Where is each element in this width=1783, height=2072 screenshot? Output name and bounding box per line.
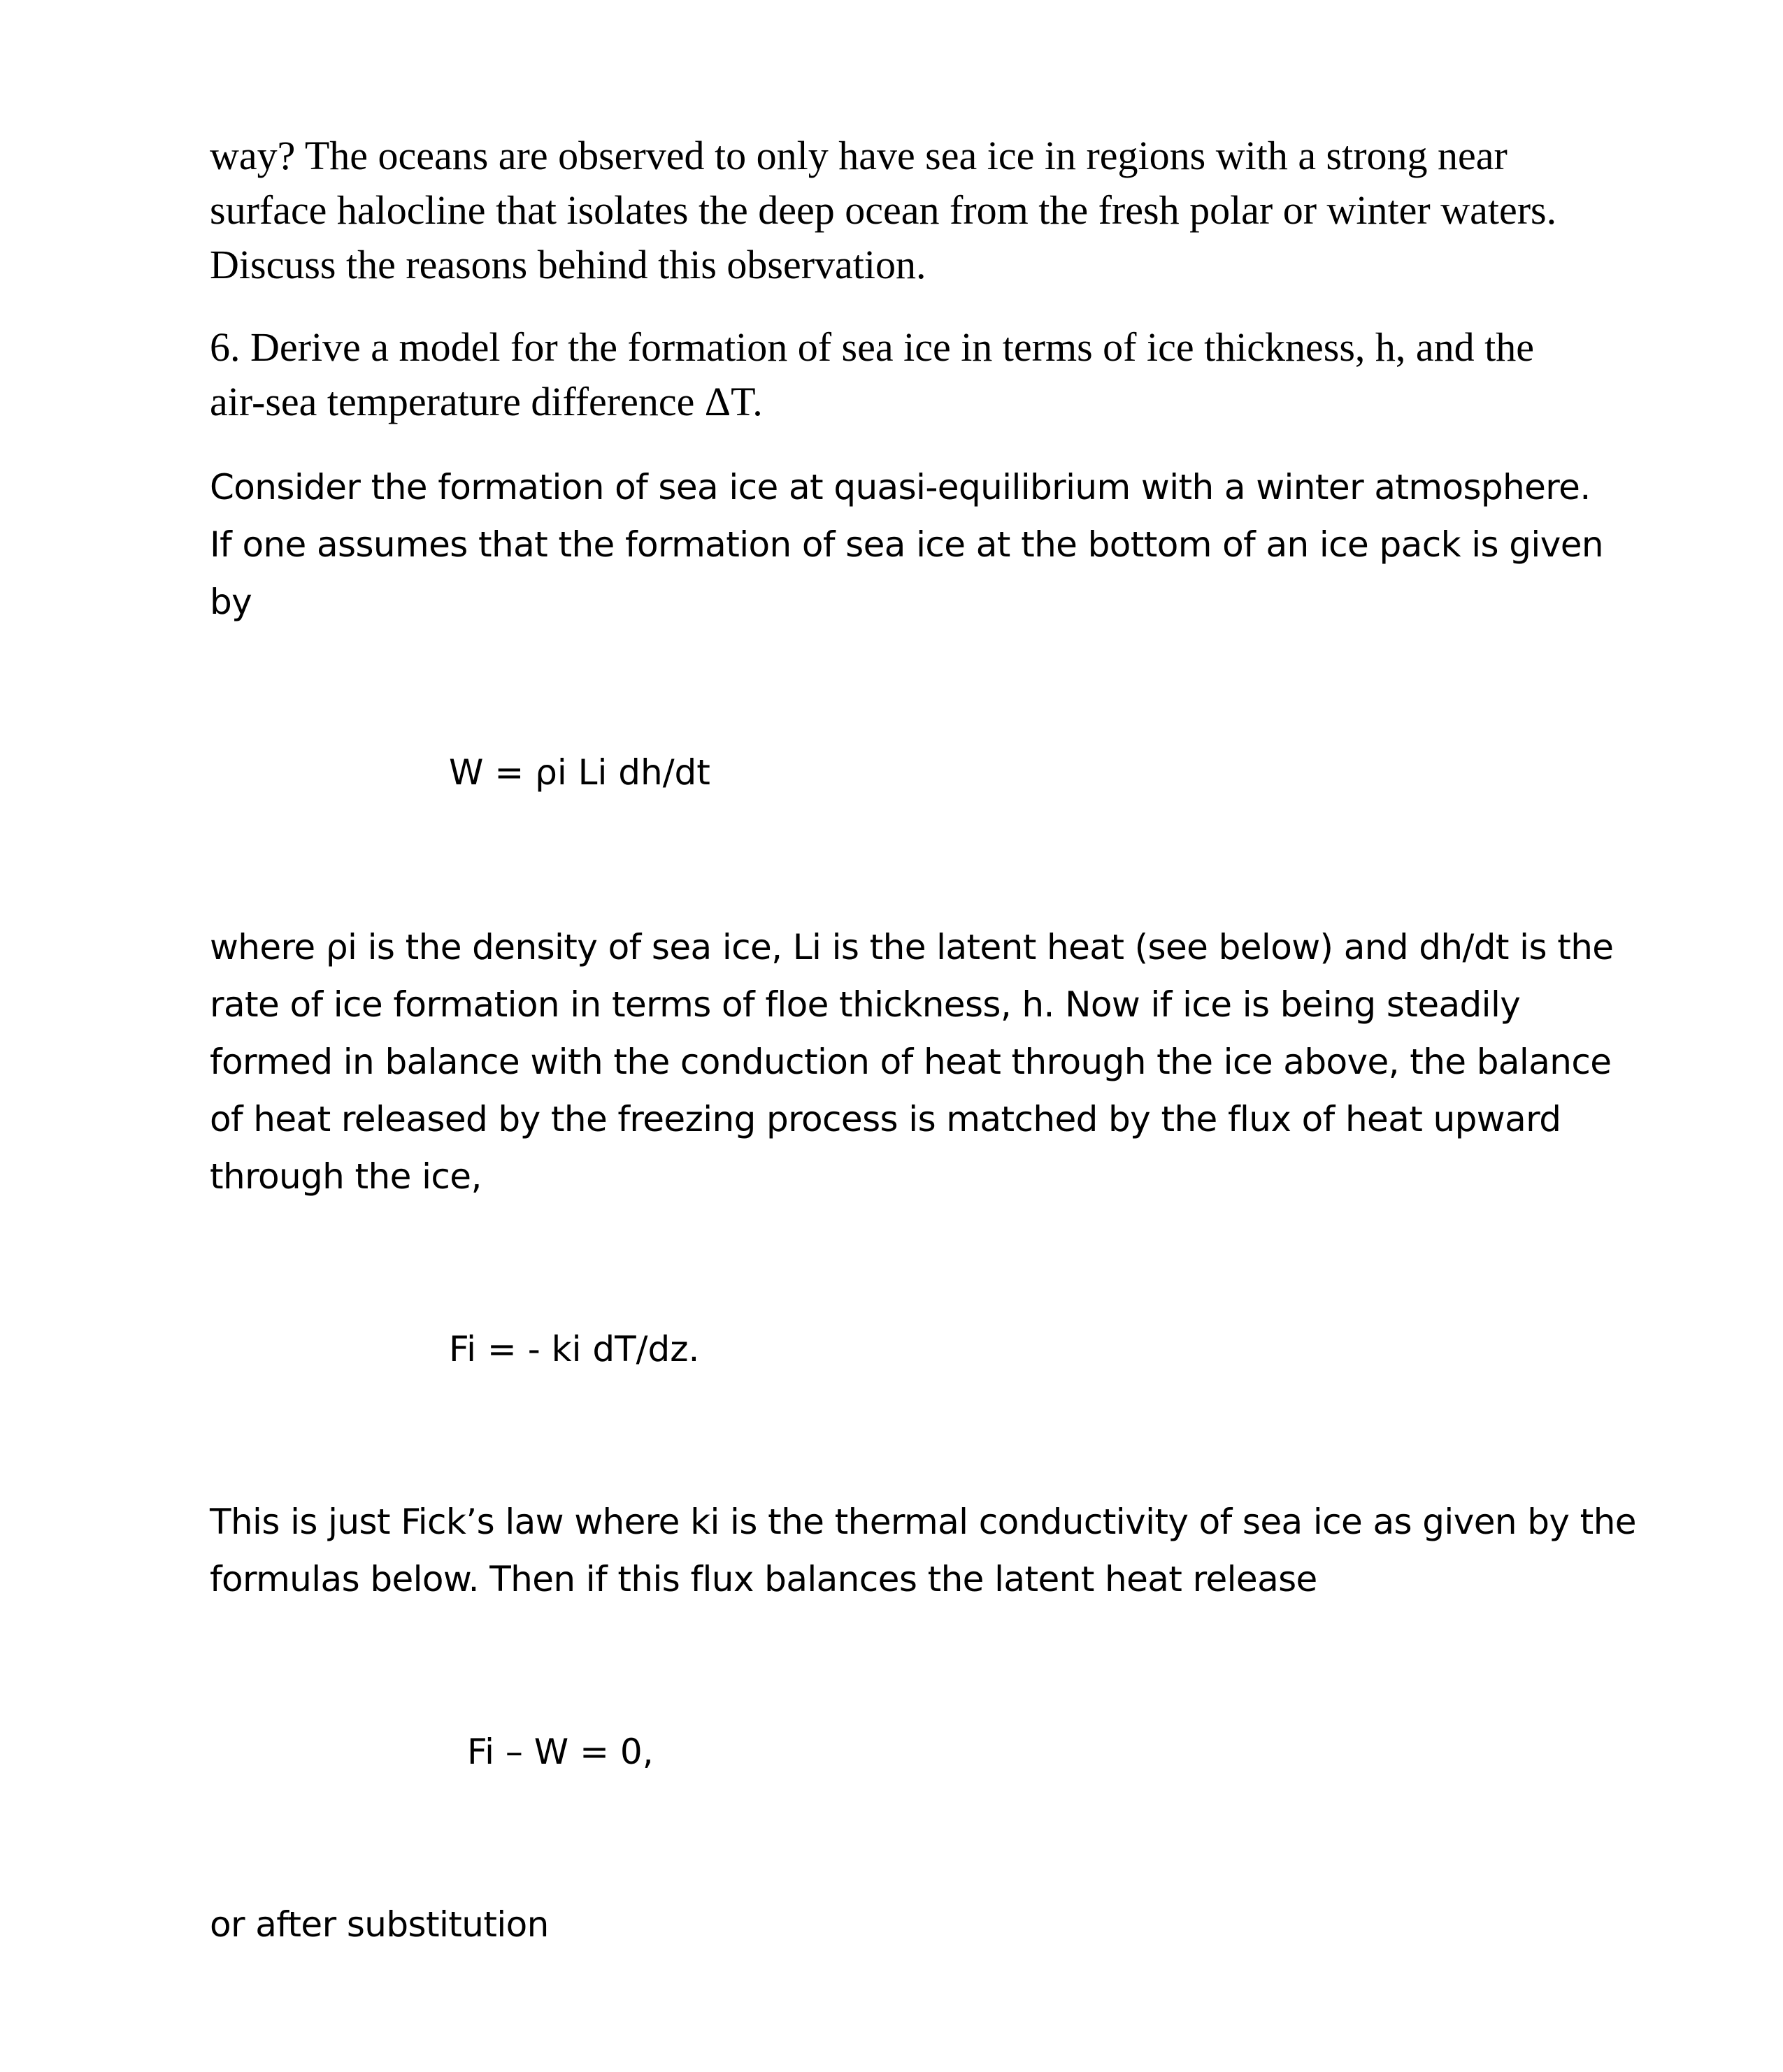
where-paragraph (210, 919, 1613, 1205)
equation-latent-heat: W = ρi Li dh/dt (449, 752, 710, 793)
where-line: where ρi is the density of sea ice, Li is the latent heat (see below) and dh/dt is the (210, 927, 1614, 967)
consider-line: Consider the formation of sea ice at quasi-equilibrium with a winter atmosphere. (210, 467, 1591, 508)
where-line: of heat released by the freezing process is matched by the flux of heat upward (210, 1099, 1561, 1139)
consider-line: If one assumes that the formation of sea ice at the bottom of an ice pack is given (210, 524, 1603, 565)
ficks-line: formulas below. Then if this flux balances the latent heat release (210, 1559, 1317, 1599)
intro-paragraph (210, 129, 1556, 292)
consider-paragraph (210, 459, 1603, 631)
where-line: rate of ice formation in terms of floe thickness, h. Now if ice is being steadily (210, 984, 1521, 1025)
ficks-paragraph (210, 1493, 1636, 1608)
ficks-line: This is just Fick’s law where ki is the thermal conductivity of sea ice as given by the (210, 1502, 1636, 1542)
intro-line: surface halocline that isolates the deep ocean from the fresh polar or winter waters. (210, 187, 1557, 233)
intro-line: way? The oceans are observed to only have sea ice in regions with a strong near (210, 133, 1508, 178)
question-6-paragraph (210, 320, 1534, 429)
question-6-line: 6. Derive a model for the formation of sea ice in terms of ice thickness, h, and the (210, 324, 1535, 370)
where-line: through the ice, (210, 1156, 482, 1197)
consider-line: by (210, 582, 252, 622)
where-line: formed in balance with the conduction of heat through the ice above, the balance (210, 1042, 1612, 1082)
equation-balance: Fi – W = 0, (467, 1732, 654, 1772)
intro-line: Discuss the reasons behind this observation. (210, 242, 926, 287)
question-6-line: air-sea temperature difference ΔT. (210, 379, 763, 424)
equation-ficks-law: Fi = - ki dT/dz. (449, 1329, 700, 1369)
closing-text: or after substitution (210, 1904, 549, 1945)
